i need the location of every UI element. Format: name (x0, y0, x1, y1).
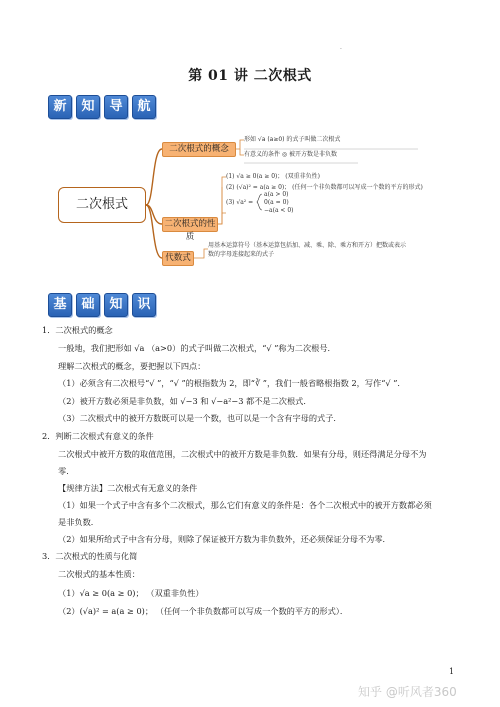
list-item: （1）√a ≥ 0(a ≥ 0)； （双重非负性） (58, 588, 204, 598)
section-banner-basic (48, 293, 156, 317)
paragraph: 理解二次根式的概念，要把握以下四点： (58, 361, 206, 371)
connector-concept (146, 149, 162, 205)
property-3-case: 0(a = 0) (264, 199, 289, 206)
watermark: 知乎 @听风者360 (358, 685, 457, 699)
property-1: (1) √a ≥ 0(a ≥ 0)； (双重非负性) (226, 173, 320, 180)
section-heading: 3．二次根式的性质与化简 (42, 551, 138, 561)
paragraph: 二次根式中被开方数的取值范围，二次根式中的被开方数是非负数．如果有分母，则还得满足分母不为 (58, 449, 427, 459)
banner-char: 新 (48, 95, 72, 119)
list-item: （2）如果所给式子中含有分母，则除了保证被开方数为非负数外，还必须保证分母不为零． (58, 534, 391, 544)
connector-property-detail-3 (222, 213, 226, 224)
node-algebraic: 代数式 (162, 251, 194, 266)
banner-char: 航 (132, 95, 156, 119)
connector-concept-detail (236, 140, 244, 149)
section-heading: 2．判断二次根式有意义的条件 (42, 431, 154, 441)
list-item: （1）必须含有二次根号“√ ”，“√ ”的根指数为 2，即“∛ ”，我们一般省略根指数 2，写作“√ ”． (58, 378, 406, 388)
property-3-lead: (3) √a² = (226, 199, 254, 206)
mind-map (58, 127, 458, 277)
list-item: （2）(√a)² = a(a ≥ 0)； （任何一个非负数都可以写成一个数的平方的形式）． (58, 606, 349, 616)
concept-condition: 有意义的条件 ◎ 被开方数是非负数 (244, 151, 338, 158)
mind-map-root: 二次根式 (58, 187, 146, 223)
property-3-case: a(a > 0) (264, 191, 289, 198)
banner-char: 导 (104, 95, 128, 119)
paragraph: 零． (58, 466, 75, 476)
tick-mark: · (340, 46, 342, 53)
property-3-case: −a(a < 0) (264, 207, 294, 214)
banner-char: 基 (48, 293, 72, 317)
algebraic-definition-1: 用基本运算符号（基本运算包括加、减、乘、除、乘方和开方）把数或表示 (208, 242, 407, 249)
node-property: 二次根式的性质 (162, 217, 218, 232)
banner-char: 识 (132, 293, 156, 317)
banner-char: 知 (76, 95, 100, 119)
node-concept: 二次根式的概念 (162, 142, 236, 157)
list-item: （2）被开方数必须是非负数，如 √−3 和 √−a²−3 都不是二次根式． (58, 396, 312, 406)
banner-char: 础 (76, 293, 100, 317)
case-brace (257, 194, 262, 210)
connector-property-detail-2 (218, 187, 222, 224)
list-item: 是非负数． (58, 517, 99, 527)
method-heading: 【规律方法】二次根式有无意义的条件 (58, 483, 198, 493)
connector-algebraic (146, 205, 162, 258)
section-banner-new (48, 95, 156, 119)
property-2: (2) (√a)² = a(a ≥ 0)； (任何一个非负数都可以写成一个数的平方的形式) (226, 184, 423, 191)
list-item: （1）如果一个式子中含有多个二次根式，那么它们有意义的条件是：各个二次根式中的被开方数都必须 (58, 500, 432, 510)
algebraic-definition-2: 数的字母连接起来的式子 (208, 251, 275, 258)
connector-algebraic-detail (194, 249, 208, 258)
banner-char: 知 (104, 293, 128, 317)
list-item: （3）二次根式中的被开方数既可以是一个数，也可以是一个含有字母的式子． (58, 413, 342, 423)
section-heading: 1．二次根式的概念 (42, 325, 113, 335)
concept-definition: 形如 √a (a≥0) 的式子叫做二次根式 (244, 136, 341, 143)
page-number: 1 (449, 667, 455, 676)
paragraph: 一般地，我们把形如 √a （a>0）的式子叫做二次根式，“√ ”称为二次根号． (58, 343, 336, 353)
page-title: 第 01 讲 二次根式 (188, 68, 312, 84)
paragraph: 二次根式的基本性质： (58, 569, 140, 579)
